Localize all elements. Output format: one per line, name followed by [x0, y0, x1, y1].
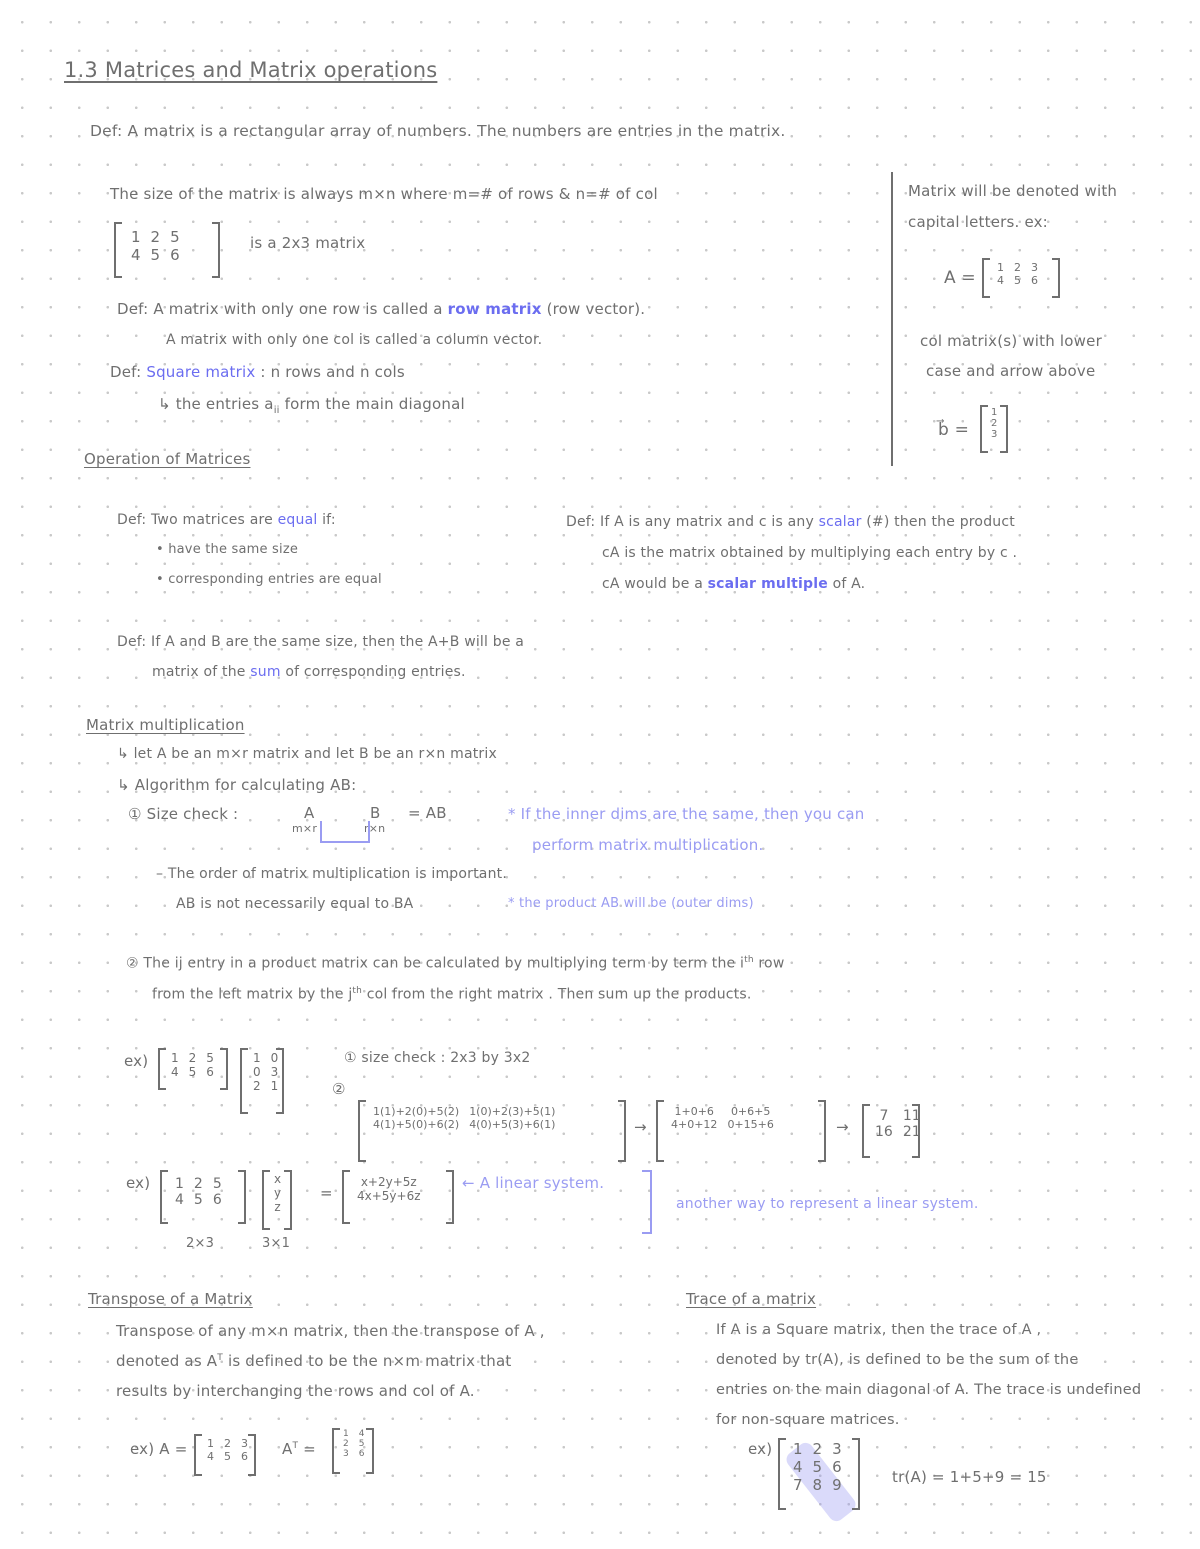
equal-cond-2: • corresponding entries are equal — [156, 572, 382, 587]
scalar-desc: cA is the matrix obtained by multiplying each entry by c . — [602, 545, 1018, 561]
size-line: The size of the matrix is always m×n where m=# of rows & n=# of col — [110, 185, 658, 203]
ij-row: row — [753, 955, 785, 972]
ex2-a-row — [170, 1192, 227, 1208]
ex2-a-cell: 1 — [175, 1176, 184, 1192]
at-eq: = — [298, 1440, 316, 1458]
tr-a-cell: 2 — [224, 1437, 231, 1450]
ex1-result-cell: 7 — [879, 1108, 889, 1124]
tr-at-cell: 6 — [358, 1449, 365, 1459]
ex1-label: ex) — [124, 1052, 149, 1070]
ex1-sums-cell: 4+0+12 — [671, 1118, 718, 1131]
ex1-step: ② — [332, 1080, 346, 1098]
trace-m-cell: 6 — [832, 1458, 842, 1476]
ex2-res-cell: 4x+5y+6z — [357, 1189, 421, 1203]
diag-text-end: form the main diagonal — [279, 395, 465, 413]
trace-m-cell: 3 — [832, 1440, 842, 1458]
ex1-a-cell: 2 — [188, 1051, 197, 1065]
section-matrix-multiplication: Matrix multiplication — [86, 716, 245, 734]
scalar-multiple-line — [602, 576, 865, 592]
ex2-label: ex) — [126, 1174, 151, 1192]
eq-if: if: — [322, 512, 336, 528]
tr-a-cell: 6 — [241, 1450, 248, 1463]
mm-note-perform: perform matrix multiplication. — [532, 836, 764, 854]
mm-size-check: ① Size check : — [128, 805, 239, 823]
tr-a-row — [202, 1437, 253, 1450]
ex2-equals: = — [320, 1184, 333, 1202]
scalar-mult-end: of A. — [832, 576, 866, 592]
trace-3: entries on the main diagonal of A. The trace is undefined — [716, 1382, 1142, 1398]
ex2-x-cell: y — [274, 1186, 282, 1200]
sum-text: matrix of the — [152, 664, 246, 680]
def-label: Def: — [110, 363, 142, 381]
ex2-a-cell: 5 — [212, 1176, 222, 1192]
ex2-note: ← A linear system. — [462, 1174, 605, 1192]
ex1-a-cell: 6 — [206, 1065, 214, 1079]
transpose-matrix-at — [332, 1428, 374, 1474]
ex2-a-cell: 5 — [193, 1192, 203, 1208]
ex1-arrow-1: → — [634, 1118, 647, 1136]
scalar-mult-text: cA would be a — [602, 576, 703, 592]
side-a-label: A = — [944, 268, 976, 288]
ex1-matrix-a — [158, 1048, 228, 1090]
transpose-ex: ex) A = — [130, 1440, 188, 1458]
ex2-res-cell: x+2y+5z — [360, 1175, 417, 1189]
ex2-dim-x: 3×1 — [262, 1236, 291, 1251]
sum-term: sum — [250, 664, 281, 680]
inner-dims-box — [320, 821, 370, 843]
ex1-b-cell: 0 — [253, 1065, 261, 1079]
trace-m-cell: 2 — [812, 1440, 823, 1458]
mm-note-outer: * the product AB will be (outer dims) — [508, 896, 754, 911]
trace-result: tr(A) = 1+5+9 = 15 — [892, 1468, 1047, 1486]
transpose-2 — [116, 1352, 511, 1370]
tr-at-cell: 1 — [343, 1429, 349, 1439]
tr-a-cell: 1 — [207, 1437, 214, 1450]
ex1-a-cell: 4 — [171, 1065, 179, 1079]
transpose-2-sup: T — [217, 1353, 223, 1363]
ex1-a-cell: 1 — [171, 1051, 179, 1065]
ex2-res-row — [352, 1189, 426, 1203]
ij-text-2: from the left matrix by the j — [152, 986, 353, 1003]
ex1-a-row — [166, 1051, 219, 1065]
square-matrix-desc: : n rows and n cols — [260, 363, 405, 381]
main-diagonal-line — [158, 395, 465, 416]
ex1-work-row — [368, 1118, 560, 1131]
ex2-a-cell: 6 — [212, 1192, 222, 1208]
ex1-a-row — [166, 1065, 219, 1079]
eq-text: Def: Two matrices are — [117, 512, 273, 528]
side-a-row — [992, 274, 1043, 287]
example-matrix-cell: 1 — [131, 228, 141, 246]
transpose-2-text: denoted as A — [116, 1352, 218, 1370]
side-b-cell: 3 — [991, 429, 998, 440]
diag-sub: ii — [273, 405, 280, 416]
trace-m-cell: 1 — [793, 1440, 803, 1458]
side-a-matrix — [982, 258, 1060, 298]
trace-1: If A is a Square matrix, then the trace of A , — [716, 1322, 1042, 1338]
side-a-row — [992, 261, 1043, 274]
ex2-a-cell: 2 — [193, 1176, 203, 1192]
ex1-sums-cell: 0+6+5 — [730, 1105, 771, 1118]
ex2-result — [342, 1170, 454, 1224]
scalar-text-end: (#) then the product — [866, 514, 1015, 530]
transpose-2-end: is defined to be the n×m matrix that — [222, 1352, 512, 1370]
tr-at-cell: 2 — [343, 1439, 349, 1449]
ex1-b-cell: 1 — [253, 1051, 261, 1065]
side-note-3: col matrix(s) with lower — [920, 332, 1102, 350]
at-label: A — [282, 1440, 293, 1458]
mm-eq-ab: = AB — [408, 804, 447, 822]
ex1-b-cell: 3 — [270, 1065, 279, 1079]
tr-a-cell: 4 — [207, 1450, 214, 1463]
diag-text: ↳ the entries a — [158, 395, 274, 413]
mm-order: – The order of matrix multiplication is important. — [156, 866, 507, 882]
trace-m-cell: 9 — [832, 1476, 842, 1494]
side-note-1: Matrix will be denoted with — [908, 182, 1118, 200]
def-sum: Def: If A and B are the same size, then the A+B will be a — [117, 634, 525, 650]
trace-m-cell: 8 — [812, 1476, 823, 1494]
example-matrix-cell: 2 — [150, 228, 161, 246]
mm-ij-rule-2 — [152, 986, 752, 1003]
trace-m-row — [788, 1458, 847, 1476]
ex1-size-check: ① size check : 2x3 by 3x2 — [344, 1050, 531, 1066]
side-a-cell: 6 — [1031, 274, 1038, 287]
tr-at-cell: 5 — [358, 1439, 365, 1449]
def-column-vector: A matrix with only one col is called a column vector. — [166, 332, 543, 348]
ex1-b-cell: 1 — [270, 1079, 279, 1093]
trace-m-cell: 5 — [812, 1458, 823, 1476]
ex1-work-matrix — [358, 1100, 626, 1162]
ex1-sums-cell: 1+0+6 — [674, 1105, 714, 1118]
ex1-sum-matrix — [656, 1100, 826, 1162]
ex2-dim-a: 2×3 — [186, 1236, 215, 1251]
transpose-3: results by interchanging the rows and col of A. — [116, 1382, 475, 1400]
ex1-sums-cell: 0+15+6 — [727, 1118, 774, 1131]
scalar-text: Def: If A is any matrix and c is any — [566, 514, 814, 530]
ex1-b-cell: 2 — [253, 1079, 261, 1093]
ex2-bracket — [642, 1170, 652, 1234]
side-b-label: b⃗ = — [938, 420, 970, 440]
ex2-vector-x — [262, 1170, 292, 1230]
def-square-matrix — [110, 363, 405, 381]
page-title: 1.3 Matrices and Matrix operations — [64, 58, 438, 82]
ex2-a-cell: 4 — [175, 1192, 184, 1208]
example-matrix-row — [126, 228, 185, 246]
example-matrix-cell: 4 — [131, 246, 141, 264]
mm-B: B — [370, 804, 381, 822]
def-row-matrix — [117, 300, 645, 318]
trace-m-row — [788, 1476, 847, 1494]
ex1-work-cell: 1(1)+2(0)+5(2) — [373, 1105, 460, 1118]
tr-a-cell: 3 — [241, 1437, 248, 1450]
side-a-cell: 1 — [997, 261, 1004, 274]
example-matrix-cell: 5 — [150, 246, 161, 264]
def-matrix: Def: A matrix is a rectangular array of numbers. The numbers are entries in the matrix. — [90, 122, 786, 140]
mm-dim-mxr: m×r — [292, 822, 318, 835]
transpose-matrix-a — [194, 1434, 256, 1476]
tr-at-cell: 4 — [358, 1429, 365, 1439]
side-b-cell: 2 — [991, 418, 998, 429]
section-trace: Trace of a matrix — [686, 1290, 817, 1308]
mm-note-inner: * If the inner dims are the same, then you can — [508, 805, 865, 823]
sum-text-end: of corresponding entries. — [285, 664, 466, 680]
example-matrix-row — [126, 246, 185, 264]
example-matrix-caption: is a 2x3 matrix — [250, 234, 366, 252]
ex2-note-2: another way to represent a linear system. — [676, 1196, 979, 1212]
ex2-res-row — [352, 1175, 426, 1189]
side-a-cell: 5 — [1014, 274, 1021, 287]
sum-line — [152, 664, 466, 680]
equal-cond-1: • have the same size — [156, 542, 299, 557]
side-b-cell: 1 — [991, 407, 998, 418]
ex2-x-cell: x — [274, 1172, 282, 1186]
mm-ij-rule — [126, 955, 784, 972]
mm-dim-rxn: r×n — [364, 822, 386, 835]
def-row-paren: (row vector). — [546, 300, 646, 318]
ex2-x-cell: z — [274, 1200, 281, 1214]
at-sup: T — [292, 1441, 299, 1451]
ex1-work-cell: 4(1)+5(0)+6(2) — [373, 1118, 460, 1131]
side-a-cell: 3 — [1031, 261, 1038, 274]
ex1-work-cell: 4(0)+5(3)+6(1) — [469, 1118, 556, 1131]
tr-at-row — [338, 1449, 369, 1459]
ex1-a-cell: 5 — [188, 1065, 197, 1079]
ex1-b-cell: 0 — [270, 1051, 279, 1065]
side-b-vector — [980, 405, 1008, 453]
tr-at-row — [338, 1439, 369, 1449]
example-matrix-cell: 6 — [170, 246, 180, 264]
ex1-sums-row — [666, 1105, 779, 1118]
scalar-multiple-term: scalar multiple — [707, 576, 828, 592]
ex1-arrow-2: → — [836, 1118, 849, 1136]
ex1-result-cell: 16 — [875, 1124, 893, 1140]
tr-a-row — [202, 1450, 253, 1463]
side-note-4: case and arrow above — [926, 362, 1096, 380]
section-transpose: Transpose of a Matrix — [88, 1290, 253, 1308]
ex1-result-cell: 21 — [902, 1124, 921, 1140]
trace-m-cell: 4 — [793, 1458, 803, 1476]
th-sup-2: th — [352, 986, 363, 996]
section-operations: Operation of Matrices — [84, 450, 251, 468]
row-matrix-term: row matrix — [447, 300, 542, 318]
side-divider — [891, 172, 893, 466]
ex1-a-cell: 5 — [206, 1051, 214, 1065]
side-a-cell: 2 — [1014, 261, 1021, 274]
ex1-sums-row — [666, 1118, 779, 1131]
ex1-result-matrix — [862, 1104, 920, 1158]
ex1-work-row — [368, 1105, 560, 1118]
ex1-matrix-b — [240, 1048, 284, 1114]
mm-A: A — [304, 804, 315, 822]
tr-a-cell: 5 — [224, 1450, 231, 1463]
transpose-at-label — [282, 1440, 316, 1458]
ex1-result-cell: 11 — [902, 1108, 921, 1124]
transpose-1: Transpose of any m×n matrix, then the transpose of A , — [116, 1322, 545, 1340]
trace-m-row — [788, 1440, 847, 1458]
ex2-matrix-a — [160, 1170, 246, 1224]
mm-not-equal: AB is not necessarily equal to BA — [176, 896, 414, 912]
example-matrix — [114, 222, 220, 278]
tr-at-row — [338, 1429, 369, 1439]
def-row-text: Def: A matrix with only one row is called a — [117, 300, 443, 318]
side-a-cell: 4 — [997, 274, 1004, 287]
mm-algorithm: ↳ Algorithm for calculating AB: — [117, 776, 357, 794]
square-matrix-term: Square matrix — [146, 363, 256, 381]
tr-at-cell: 3 — [343, 1449, 349, 1459]
equal-term: equal — [277, 512, 318, 528]
trace-ex: ex) — [748, 1440, 773, 1458]
ex2-a-row — [170, 1176, 227, 1192]
def-equal — [117, 512, 336, 528]
ij-text: ② The ij entry in a product matrix can be calculated by multiplying term by term the i — [126, 955, 745, 972]
trace-matrix — [778, 1438, 860, 1510]
side-note-2: capital letters. ex: — [908, 213, 1048, 231]
example-matrix-cell: 5 — [170, 228, 180, 246]
trace-4: for non-square matrices. — [716, 1412, 900, 1428]
mm-let: ↳ let A be an m×r matrix and let B be an r×n matrix — [117, 746, 497, 762]
th-sup: th — [744, 955, 754, 965]
def-scalar — [566, 514, 1015, 530]
trace-m-cell: 7 — [793, 1476, 803, 1494]
ex1-work-cell: 1(0)+2(3)+5(1) — [469, 1105, 556, 1118]
ij-text-2-end: col from the right matrix . Then sum up the products. — [362, 986, 752, 1003]
trace-2: denoted by tr(A), is defined to be the sum of the — [716, 1352, 1079, 1368]
scalar-term: scalar — [818, 514, 862, 530]
